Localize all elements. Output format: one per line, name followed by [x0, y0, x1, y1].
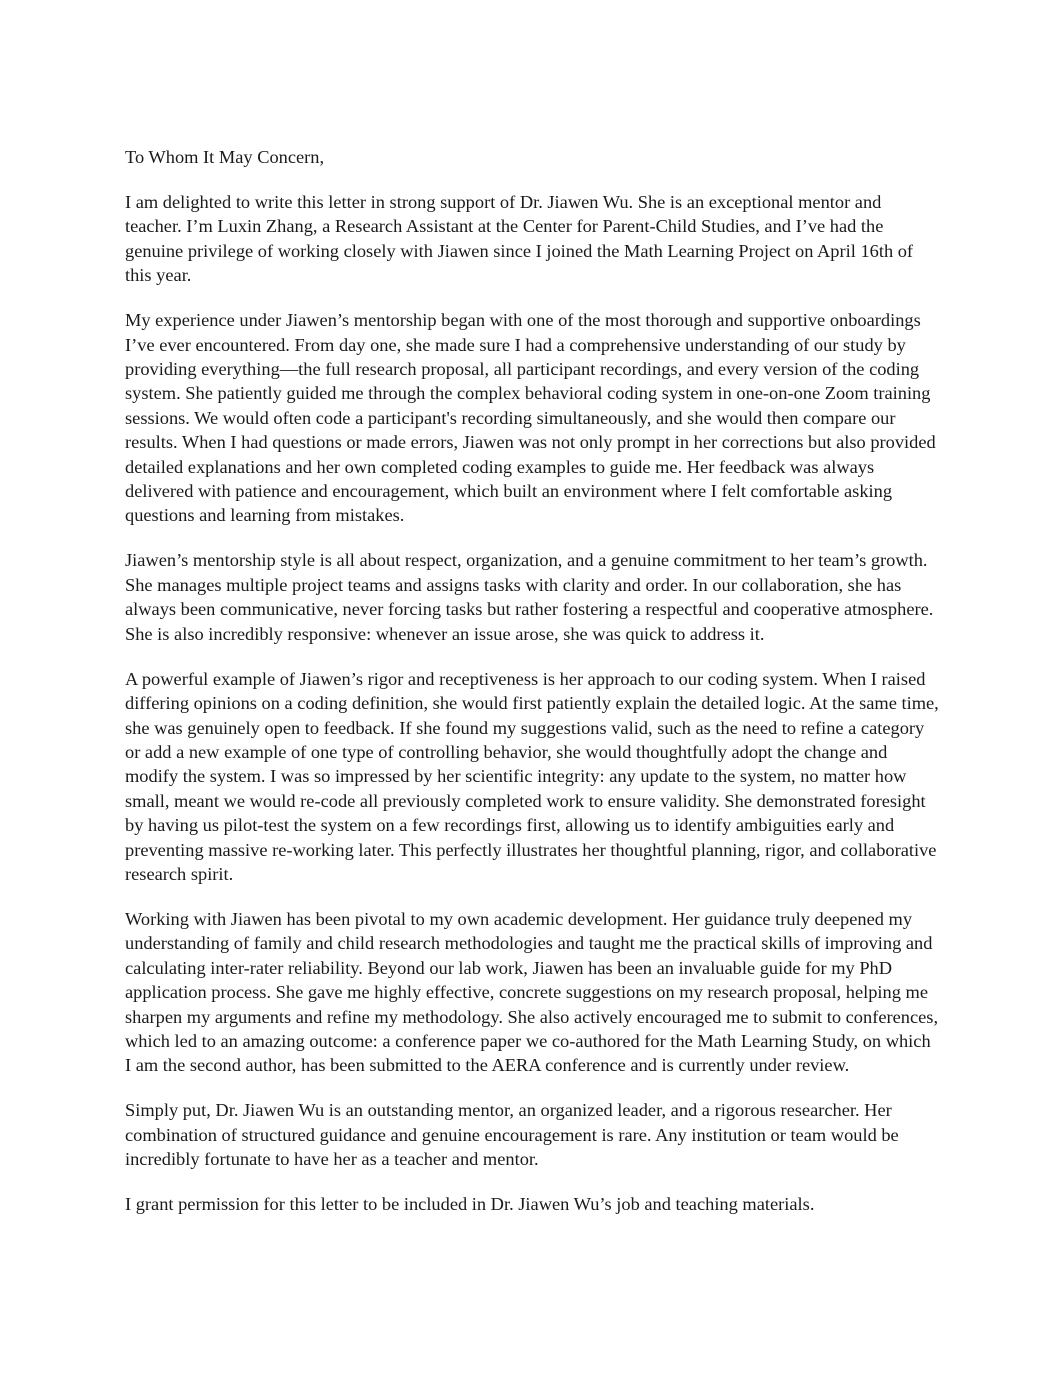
letter-paragraph-academic-development: Working with Jiawen has been pivotal to my own academic development. Her guidance truly deepened my understanding of family and child research methodologies and taught me the practical skills of improving and calculating inter-rater reliability. Beyond our lab work, Jiawen has been an invaluable guide for my PhD application process. She gave me highly effective, concrete suggestions on my research proposal, helping me sharpen my arguments and refine my methodology. She also actively encouraged me to submit to conferences, which led to an amazing outcome: a conference paper we co-authored for the Math Learning Study, on which I am the second author, has been submitted to the AERA conference and is currently under review.: [125, 908, 939, 1076]
letter-paragraph-intro: I am delighted to write this letter in strong support of Dr. Jiawen Wu. She is an exceptional mentor and teacher. I’m Luxin Zhang, a Research Assistant at the Center for Parent-Child Studies, and I’ve had the genuine privilege of working closely with Jiawen since I joined the Math Learning Project on April 16th of this year.: [125, 192, 914, 286]
letter-paragraph-onboarding: My experience under Jiawen’s mentorship began with one of the most thorough and supportive onboardings I’ve ever encountered. From day one, she made sure I had a comprehensive understanding of our study by providing everything—the full research proposal, all participant recordings, and every version of the coding system. She patiently guided me through the complex behavioral coding system in one-on-one Zoom training sessions. We would often code a participant's recording simultaneously, and she would then compare our results. When I had questions or made errors, Jiawen was not only prompt in her corrections but also provided detailed explanations and her own completed coding examples to guide me. Her feedback was always delivered with patience and encouragement, which built an environment where I felt comfortable asking questions and learning from mistakes.: [125, 310, 936, 526]
letter-paragraph-mentorship-style: Jiawen’s mentorship style is all about respect, organization, and a genuine commitment to her team’s growth. She manages multiple project teams and assigns tasks with clarity and order. In our collaboration, she has always been communicative, never forcing tasks but rather fostering a respectful and cooperative atmosphere. She is also incredibly responsive: whenever an issue arose, she was quick to address it.: [125, 550, 934, 644]
letter-paragraph-rigor-example: A powerful example of Jiawen’s rigor and receptiveness is her approach to our coding system. When I raised differing opinions on a coding definition, she would first patiently explain the detailed logic. At the same time, she was genuinely open to feedback. If she found my suggestions valid, such as the need to refine a category or add a new example of one type of controlling behavior, she would thoughtfully adopt the change and modify the system. I was so impressed by her scientific integrity: any update to the system, no matter how small, meant we would re-code all previously completed work to ensure validity. She demonstrated foresight by having us pilot-test the system on a few recordings first, allowing us to identify ambiguities early and preventing massive re-working later. This perfectly illustrates her thoughtful planning, rigor, and collaborative research spirit.: [125, 668, 939, 884]
letter-body: [125, 145, 940, 1237]
letter-salutation: To Whom It May Concern,: [125, 147, 325, 167]
letter-paragraph-summary: Simply put, Dr. Jiawen Wu is an outstanding mentor, an organized leader, and a rigorous researcher. Her combination of structured guidance and genuine encouragement is rare. Any institution or team would be incredibly fortunate to have her as a teacher and mentor.: [125, 1100, 899, 1170]
letter-paragraph-permission: I grant permission for this letter to be included in Dr. Jiawen Wu’s job and teaching materials.: [125, 1194, 815, 1215]
